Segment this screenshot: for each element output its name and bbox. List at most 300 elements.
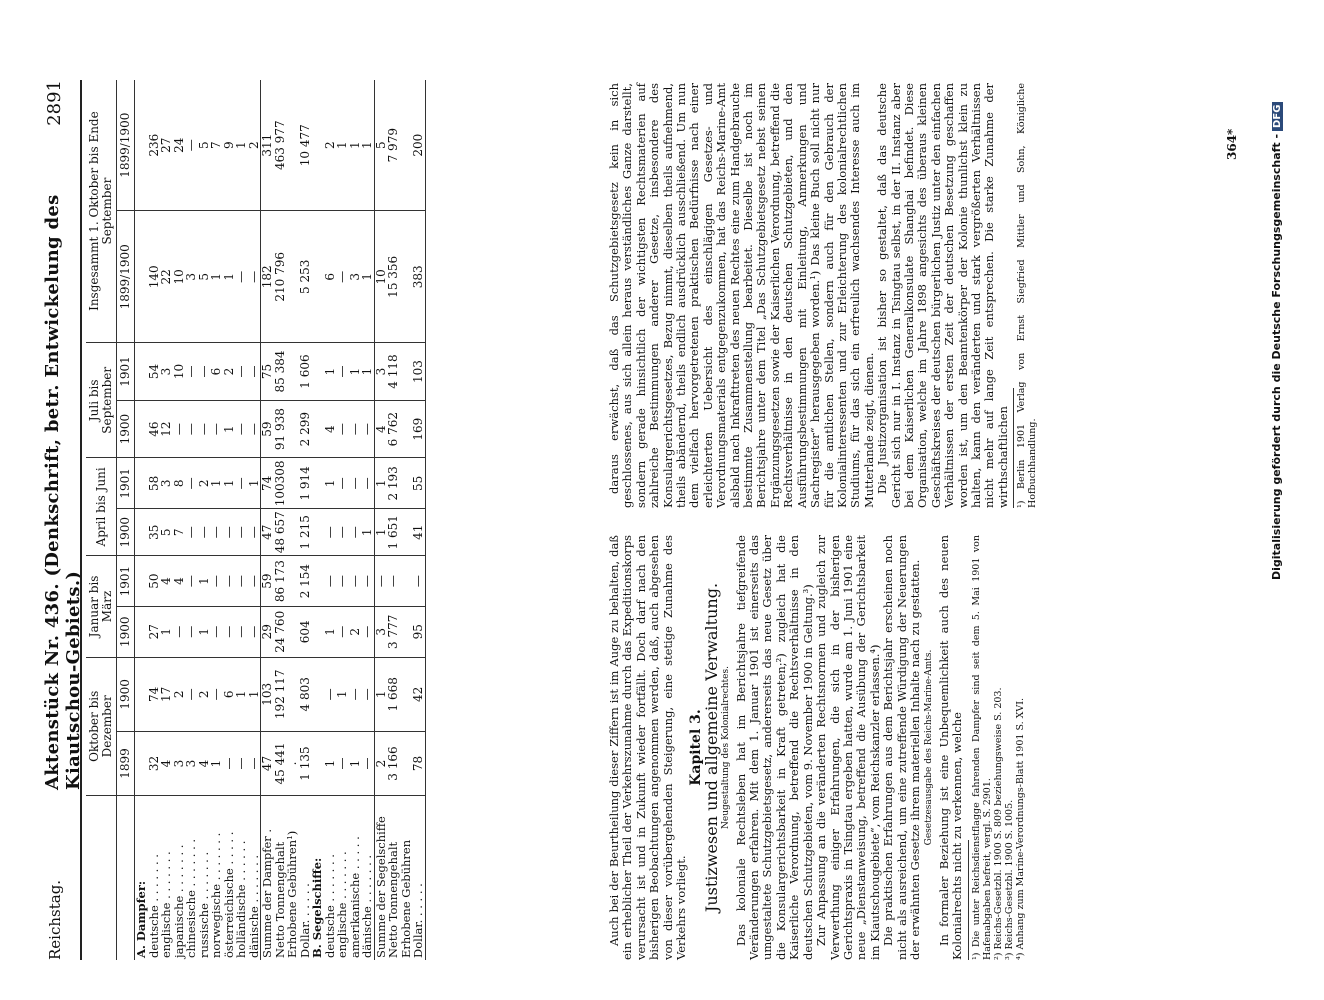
table-cell: 1 [248, 657, 261, 731]
table-row [248, 80, 261, 960]
table-cell: 1 [361, 211, 374, 343]
row-label: russische . . . . . . . [196, 851, 211, 958]
table-cell: 3 [173, 732, 186, 796]
table-row [223, 80, 236, 960]
table-cell: 1 [374, 657, 387, 731]
year-header: 1901 [117, 343, 135, 401]
section-row [135, 80, 148, 960]
table-cell: 1 [210, 211, 223, 343]
table-cell: 2 [248, 80, 261, 211]
table-cell: — [336, 556, 349, 607]
table-cell: — [361, 657, 374, 731]
row-label: englische . . . . . . . [159, 851, 173, 958]
table-cell: 311 [261, 80, 274, 211]
row-label: englische . . . . . . . [335, 851, 349, 958]
footnote: ¹) Berlin 1901 Verlag von Ernst Siegfried Mittler und Sohn, Königliche Hofbuchhandlung. [1016, 83, 1039, 508]
row-label: chinesische . . . . . . . [184, 838, 198, 958]
table-cell: 236 [148, 80, 161, 211]
table-cell: 4 [160, 732, 173, 796]
table-cell: 1 215 [299, 509, 312, 556]
running-header [38, 80, 84, 960]
table-cell: 55 [412, 458, 425, 509]
dfg-logo: DFG [1272, 102, 1283, 131]
table-cell: — [210, 556, 223, 607]
table-cell: 1 [349, 732, 362, 796]
table-cell: — [235, 211, 248, 343]
group-header: Juli bis September [86, 343, 117, 458]
table-cell: — [185, 343, 198, 401]
empty-cell [311, 657, 324, 731]
table-cell: 1 606 [299, 343, 312, 401]
year-header: 1901 [117, 556, 135, 607]
table-cell [286, 509, 299, 556]
table-cell: — [210, 606, 223, 657]
table-cell: — [185, 458, 198, 509]
group-header: Insgesammt 1. Oktober bis Ende September [86, 80, 117, 343]
table-cell: 3 [160, 343, 173, 401]
table-cell: — [336, 458, 349, 509]
table-row [185, 80, 198, 960]
table-cell: 4 [173, 556, 186, 607]
year-header: 1900 [117, 509, 135, 556]
table-cell: — [361, 732, 374, 796]
table-cell: 1 [361, 80, 374, 211]
table-cell: — [336, 509, 349, 556]
digitization-text: Digitalisierung gefördert durch die Deutsche Forschungsgemeinschaft - [1270, 133, 1283, 580]
table-cell: 22 [160, 211, 173, 343]
table-cell: — [361, 400, 374, 458]
row-label: amerikanische . . . . . [347, 836, 362, 958]
table-cell: 91 938 [274, 400, 287, 458]
footnote: ³) Reichs-Gesetzbl. 1900 S. 1005. [1003, 799, 1015, 960]
table-cell [286, 606, 299, 657]
table-cell: 103 [261, 657, 274, 731]
empty-cell [135, 606, 148, 657]
table-cell: — [248, 606, 261, 657]
table-cell: 100308 [274, 458, 287, 509]
table-cell: — [173, 400, 186, 458]
table-cell: 85 384 [274, 343, 287, 401]
year-header: 1901 [117, 458, 135, 509]
table-cell: 4 [160, 556, 173, 607]
table-cell: 7 [210, 80, 223, 211]
table-cell: 48 657 [274, 509, 287, 556]
table-cell: 1 914 [299, 458, 312, 509]
year-header: 1900 [117, 657, 135, 731]
table-cell: 7 [173, 509, 186, 556]
table-cell: 2 [173, 657, 186, 731]
empty-cell [311, 80, 324, 211]
table-cell: 47 [261, 732, 274, 796]
empty-cell [135, 400, 148, 458]
table-row [274, 80, 287, 960]
table-cell: — [336, 211, 349, 343]
empty-cell [135, 343, 148, 401]
year-header: 1899/1900 [117, 211, 135, 343]
table-cell: — [412, 556, 425, 607]
table-cell: — [349, 400, 362, 458]
table-cell: — [223, 556, 236, 607]
table-cell: 59 [261, 556, 274, 607]
table-row [173, 80, 186, 960]
table-cell: — [210, 657, 223, 731]
paragraph: Zur Anpassung an die veränderten Rechtsnormen und zugleich zur Verwerthung einiger Erfahrungen, die sich in der bisherigen Gerichtspraxis in Tsingtau ergeben hatten, wurde am 1. Juni 1901 eine neue „Dienstanweisung, betreffend die Ausübung der Gerichtsbarkeit im Kiautschougebiete“, vom Reichskanzler erlassen.⁴) [814, 535, 882, 960]
table-cell: 5 253 [299, 211, 312, 343]
table-row [286, 80, 299, 960]
table-cell: — [185, 657, 198, 731]
table-cell: — [248, 343, 261, 401]
paragraph: Die Justizorganisation ist bisher so gestaltet, daß das deutsche Gericht sich nur in I. Instanz in Tsingtau selbst, in der II. Instanz aber bei dem Kaiserlichen Generalkonsulate Shanghai befindet. Diese Organisation, welche im Jahre 1898 angesichts des überaus kleinen Geschäftskreises der deutschen bürgerlichen Justiz unter den einfachen Verhältnissen der ersten Zeit der deutschen Besetzung geschaffen worden ist, um den Beamtenkörper der Kolonie thunlichst klein zu halten, kann den veränderten und stark vergrößerten Verhältnissen nicht mehr auf lange Zeit entsprechen. Die starke Zunahme der wirthschaftlichen [875, 83, 1010, 508]
table-cell: — [210, 509, 223, 556]
empty-cell [311, 211, 324, 343]
table-row [160, 80, 173, 960]
year-header: 1900 [117, 606, 135, 657]
section-row [311, 80, 324, 960]
table-cell: 103 [412, 343, 425, 401]
table-cell: — [336, 732, 349, 796]
table-cell: — [336, 400, 349, 458]
table-cell: 5 [374, 80, 387, 211]
row-label: österreichische . . . . . [221, 831, 236, 958]
table-cell: 3 [185, 732, 198, 796]
table-cell: — [248, 556, 261, 607]
table-cell: 2 299 [299, 400, 312, 458]
table-cell [286, 400, 299, 458]
table-cell: 1 [324, 606, 337, 657]
group-header: Oktober bis Dezember [86, 657, 117, 795]
table-cell: — [198, 343, 211, 401]
footnote: ¹) Die unter Reichsdienstflagge fahrenden Dampfer sind seit dem 5. Mai 1901 von Hafenabgaben befreit, vergl. S. 2901. [970, 535, 993, 960]
table-cell: 74 [261, 458, 274, 509]
table-cell: 3 [349, 211, 362, 343]
table-row [235, 80, 248, 960]
table-cell: — [248, 211, 261, 343]
table-cell: 3 777 [387, 606, 400, 657]
empty-cell [311, 606, 324, 657]
table-cell: 50 [148, 556, 161, 607]
table-cell: 1 [349, 80, 362, 211]
paragraph: Die praktischen Erfahrungen aus dem Berichtsjahr erscheinen noch nicht als ausreichend, um eine zutreffende Würdigung der Neuerungen der erwähnten Gesetze ihrem materiellen Inhalte nach zu gestatten. [881, 535, 922, 960]
table-cell: — [248, 509, 261, 556]
table-cell: 1 [324, 732, 337, 796]
digitization-note [1270, 102, 1283, 580]
table-cell: 15 356 [387, 211, 400, 343]
row-label: Erhobene Gebühren¹) [285, 830, 299, 958]
table-cell: — [336, 343, 349, 401]
table-row [324, 80, 337, 960]
row-label: deutsche . . . . . . . [322, 854, 337, 958]
table-cell: 32 [148, 732, 161, 796]
table-cell: 192 117 [274, 657, 287, 731]
table-cell: 4 [374, 400, 387, 458]
table-cell: 4 118 [387, 343, 400, 401]
paragraph: daraus erwächst, daß das Schutzgebietsgesetz kein in sich geschlossenes, aus sich allein heraus verständliches Ganze darstellt, sondern gerade hinsichtlich der wichtigsten Rechtsmaterien auf zahlreiche Bestimmungen anderer Gesetze, insbesondere des Konsulargerichtsgesetzes, Bezug nimmt, dieselben theils aufnehmend, theils abändernd, theils endlich ausdrücklich ausschließend. Um nun dem vielfach hervorgetretenen praktischen Bedürfnisse nach einer erleichterten Uebersicht des einschlägigen Gesetzes- und Verordnungsmaterials entgegenzukommen, hat das Reichs-Marine-Amt alsbald nach Inkrafttreten des neuen Rechtes eine zum Handgebrauche bestimmte Zusammenstellung bearbeitet. Dieselbe ist noch im Berichtsjahre unter dem Titel „Das Schutzgebietsgesetz nebst seinen Ergänzungsgesetzen sowie der Kaiserlichen Verordnung, betreffend die Rechtsverhältnisse in den deutschen Schutzgebieten, und den Ausführungsbestimmungen mit Einleitung, Anmerkungen und Sachregister“ herausgegeben worden.¹) Das kleine Buch soll nicht nur für die amtlichen Stellen, sondern auch für den Gebrauch der Kolonialinteressenten und zur Erleichterung des kolonialrechtlichen Studiums, für das sich ein erfreulich wachsendes Interesse auch im Mutterlande zeigt, dienen. [607, 83, 876, 508]
table-cell: — [361, 556, 374, 607]
table-cell [286, 343, 299, 401]
table-cell: 3 [374, 343, 387, 401]
table-cell: — [387, 556, 400, 607]
table-cell: 10 [374, 211, 387, 343]
table-cell: 45 441 [274, 732, 287, 796]
table-cell: 46 [148, 400, 161, 458]
table-row [387, 80, 400, 960]
table-cell: 140 [148, 211, 161, 343]
table-cell: 1 [235, 80, 248, 211]
group-header: Januar bis März [86, 556, 117, 657]
table-cell: 3 [160, 458, 173, 509]
table-cell: 27 [148, 606, 161, 657]
empty-cell [135, 732, 148, 796]
table-cell: 1 [223, 400, 236, 458]
table-cell: — [198, 400, 211, 458]
empty-cell [311, 732, 324, 796]
table-row [349, 80, 362, 960]
table-cell: 2 [374, 732, 387, 796]
table-cell: — [198, 509, 211, 556]
table-cell: — [223, 606, 236, 657]
empty-cell [135, 211, 148, 343]
row-label: Dollar. . . . . . [297, 883, 312, 958]
table-row [361, 80, 374, 960]
table-cell [286, 211, 299, 343]
table-cell: 5 [160, 509, 173, 556]
table-row [261, 80, 274, 960]
table-cell: — [185, 400, 198, 458]
table-cell: 6 [223, 657, 236, 731]
row-label: japanische . . . . . . . [171, 844, 186, 958]
table-cell: — [248, 400, 261, 458]
table-cell: 42 [412, 657, 425, 731]
empty-cell [135, 556, 148, 607]
footnote-rule [1013, 388, 1014, 508]
row-label: dänische . . . . . . . [360, 854, 374, 958]
row-label: holländische . . . . . . [234, 840, 248, 958]
table-cell: 7 979 [387, 80, 400, 211]
table-cell: 2 154 [299, 556, 312, 607]
table-row [198, 80, 211, 960]
group-header: April bis Juni [86, 458, 117, 556]
table-cell: 169 [412, 400, 425, 458]
group-header-row [86, 80, 117, 960]
chapter-heading: Kapitel 3. [688, 709, 705, 786]
table-cell: 200 [412, 80, 425, 211]
table-cell: — [235, 509, 248, 556]
row-label: Erhobene Gebühren [398, 839, 413, 958]
table-cell: — [210, 400, 223, 458]
year-header-row [117, 80, 135, 960]
row-label: Summe der Segelschiffe [374, 796, 387, 961]
table-cell: 1 651 [387, 509, 400, 556]
table-cell: — [235, 606, 248, 657]
table-cell: 182 [261, 211, 274, 343]
table-cell: 41 [412, 509, 425, 556]
table-cell: — [349, 556, 362, 607]
paragraph: Das koloniale Rechtsleben hat im Berichtsjahre tiefgreifende Veränderungen erfahren. Mit dem 1. Januar 1901 ist einerseits das umgestaltete Schutzgebietsgesetz, andererseits das neue Gesetz über die Konsulargerichtsbarkeit in Kraft getreten;²) zugleich hat die Kaiserliche Verordnung, betreffend die Rechtsverhältnisse in den deutschen Schutzgebieten, vom 9. November 1900 in Geltung.³) [733, 535, 815, 960]
table-cell: 3 166 [387, 732, 400, 796]
table-cell: 1 [198, 606, 211, 657]
table-cell: 1 [374, 458, 387, 509]
table-cell: 463 977 [274, 80, 287, 211]
footnote: ²) Reichs-Gesetzbl. 1900 S. 809 beziehungsweise S. 203. [992, 687, 1004, 960]
table-cell: 4 [324, 400, 337, 458]
table-cell: — [374, 556, 387, 607]
empty-cell [311, 556, 324, 607]
table-cell: 5 [198, 211, 211, 343]
table-cell: 1 [160, 606, 173, 657]
table-cell: 29 [261, 606, 274, 657]
table-cell: 3 [374, 606, 387, 657]
table-cell: 10 477 [299, 80, 312, 211]
table-cell: 6 [210, 343, 223, 401]
table-row [412, 80, 425, 960]
empty-cell [311, 400, 324, 458]
row-label: norwegische . . . . . . . [209, 832, 223, 958]
table-cell: 1 [210, 458, 223, 509]
table-cell: — [248, 732, 261, 796]
corner-cell [117, 796, 135, 961]
table-cell: 2 [324, 80, 337, 211]
table-row [148, 80, 161, 960]
table-cell: — [324, 657, 337, 731]
empty-cell [135, 80, 148, 211]
table-cell [286, 80, 299, 211]
right-column [608, 83, 1038, 508]
table-cell: 6 762 [387, 400, 400, 458]
table-cell: 35 [148, 509, 161, 556]
table-cell: — [185, 606, 198, 657]
row-label: dänische . . . . . . . [246, 854, 261, 958]
subheading: Neugestaltung des Kolonialrechtes. [721, 666, 732, 829]
header-title: Aktenstück Nr. 436. (Denkschrift, betr. Entwickelung des Kiautschou-Gebiets.) [42, 194, 84, 790]
table-cell: 2 [198, 657, 211, 731]
table-cell: — [235, 556, 248, 607]
table-cell: — [361, 458, 374, 509]
table-cell: — [349, 509, 362, 556]
empty-cell [135, 458, 148, 509]
table-cell: — [235, 400, 248, 458]
signature-number: 364* [1225, 128, 1239, 160]
row-label: Netto Tonnengehalt [272, 841, 287, 958]
table-cell: — [185, 556, 198, 607]
table-cell: 1 [210, 732, 223, 796]
section-heading: A. Dampfer: [134, 880, 148, 958]
table-cell: 1 [349, 343, 362, 401]
table-cell: 6 [324, 211, 337, 343]
paragraph: In formaler Beziehung ist eine Unbequemlichkeit auch des neuen Kolonialrechts nicht zu verkennen, welche [936, 535, 965, 960]
page-number: 2891 [44, 80, 65, 126]
table-cell [286, 458, 299, 509]
table-cell: 1 [324, 458, 337, 509]
empty-cell [311, 343, 324, 401]
subheading: Gesetzesausgabe des Reichs-Marine-Amts. [924, 649, 935, 846]
shipping-table [86, 80, 426, 960]
table-cell: — [173, 606, 186, 657]
table-cell: — [349, 657, 362, 731]
section-heading: B. Segelschiffe: [310, 857, 324, 958]
paragraph: Auch bei der Beurtheilung dieser Ziffern ist im Auge zu behalten, daß ein erheblicher Theil der Verkehrszunahme durch das Expeditionskorps verursacht ist und in Zukunft wieder fortfällt. Doch darf nach den bisherigen Beobachtungen angenommen werden, daß, auch abgesehen von dieser vorübergehenden Steigerung, eine stetige Zunahme des Verkehrs vorliegt. [607, 535, 689, 960]
table-cell: 1 [336, 80, 349, 211]
header-rule [80, 80, 82, 960]
table-cell: 1 [235, 657, 248, 731]
table-cell: 2 [349, 606, 362, 657]
table-row [299, 80, 312, 960]
table-cell: — [336, 606, 349, 657]
year-header: 1900 [117, 400, 135, 458]
table-cell: . [286, 732, 299, 796]
table-cell: 1 [361, 509, 374, 556]
year-header: 1899/1900 [117, 80, 135, 211]
row-label: Summe der Dampfer . [261, 796, 274, 961]
table-cell: 47 [261, 509, 274, 556]
table-cell: — [324, 556, 337, 607]
table-row [210, 80, 223, 960]
table-row [336, 80, 349, 960]
table-cell: 2 [223, 343, 236, 401]
table-cell: 4 803 [299, 657, 312, 731]
row-label: Netto Tonnengehalt [386, 841, 400, 958]
table-cell [286, 657, 299, 731]
table-cell: — [349, 458, 362, 509]
table-cell: 1 668 [387, 657, 400, 731]
table-cell: 59 [261, 400, 274, 458]
table-cell: 95 [412, 606, 425, 657]
row-label: deutsche . . . . . . . [146, 854, 161, 958]
table-cell: 8 [173, 458, 186, 509]
table-cell: 4 [198, 732, 211, 796]
table-cell: 1 [361, 343, 374, 401]
table-cell: 5 [198, 80, 211, 211]
table-cell: 27 [160, 80, 173, 211]
table-cell: 1 [223, 211, 236, 343]
table-cell: 2 [198, 458, 211, 509]
table-cell: 1 [248, 458, 261, 509]
table-cell: 24 760 [274, 606, 287, 657]
table-cell: 2 193 [387, 458, 400, 509]
table-cell: 1 135 [299, 732, 312, 796]
table-cell: — [185, 509, 198, 556]
row-label: Dollar. . . . . . [412, 796, 425, 961]
empty-cell [135, 509, 148, 556]
table-cell: — [324, 509, 337, 556]
chapter-title: Justizwesen und allgemeine Verwaltung. [701, 582, 721, 913]
table-cell: 75 [261, 343, 274, 401]
table-cell: — [235, 343, 248, 401]
table-cell: 58 [148, 458, 161, 509]
table-cell: 604 [299, 606, 312, 657]
table-cell: — [361, 606, 374, 657]
table-cell: 1 [374, 509, 387, 556]
table-cell [286, 556, 299, 607]
table-cell: — [235, 458, 248, 509]
table-cell: — [223, 732, 236, 796]
table-cell: 86 173 [274, 556, 287, 607]
table-cell: — [185, 80, 198, 211]
empty-cell [311, 458, 324, 509]
table-cell: 78 [412, 732, 425, 796]
footnote-rule [968, 840, 969, 960]
table-cell: 1 [324, 343, 337, 401]
table-cell: 1 [198, 556, 211, 607]
header-left: Reichstag. [46, 879, 64, 960]
table-row [400, 80, 413, 960]
table-cell: 1 [336, 657, 349, 731]
year-header: 1899 [117, 732, 135, 796]
table-cell: 54 [148, 343, 161, 401]
table-cell: 9 [223, 80, 236, 211]
table-cell: — [235, 732, 248, 796]
footnote: ⁴) Anhang zum Marine-Verordnungs-Blatt 1901 S. XVI. [1014, 697, 1026, 960]
table-cell: 1 [223, 458, 236, 509]
